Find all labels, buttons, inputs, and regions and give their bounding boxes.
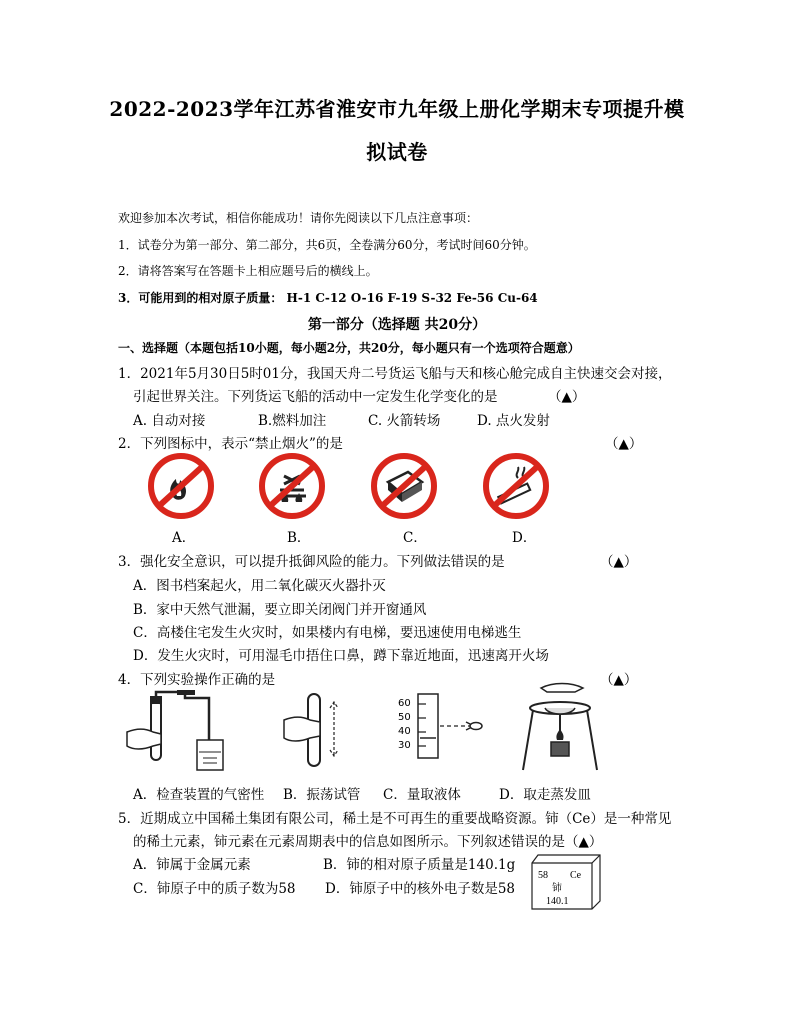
no-fire-icon[interactable]	[147, 452, 215, 520]
scale-label-40: 40	[398, 726, 411, 737]
page-title-line1: 2022-2023学年江苏省淮安市九年级上册化学期末专项提升模	[109, 97, 685, 121]
q1-option-c[interactable]: C. 火箭转场	[368, 413, 441, 429]
q5-option-c[interactable]: C．铈原子中的质子数为58	[133, 881, 296, 897]
element-cerium-cell	[530, 853, 602, 911]
q3-option-c[interactable]: C．高楼住宅发生火灾时，如果楼内有电梯，要迅速使用电梯逃生	[133, 625, 522, 641]
scale-label-30: 30	[398, 740, 411, 751]
part1-heading: 第一部分（选择题 共20分）	[307, 317, 487, 333]
q3-option-d[interactable]: D．发生火灾时，可用湿毛巾捂住口鼻，蹲下靠近地面，迅速离开火场	[133, 648, 549, 664]
q3-option-b[interactable]: B．家中天然气泄漏，要立即关闭阀门并开窗通风	[133, 602, 427, 618]
q2-label-d[interactable]: D．	[512, 530, 537, 546]
q5-option-b[interactable]: B．铈的相对原子质量是140.1g	[323, 857, 516, 873]
notice-item-1: 1．试卷分为第一部分、第二部分，共6页，全卷满分60分，考试时间60分钟。	[118, 238, 536, 252]
element-number: 58	[538, 870, 548, 881]
q1-option-a[interactable]: A. 自动对接	[133, 413, 206, 429]
q4-option-d[interactable]: D．取走蒸发皿	[499, 787, 591, 803]
q2-label-b[interactable]: B．	[287, 530, 311, 546]
no-matches-icon[interactable]	[370, 452, 438, 520]
q4-option-c[interactable]: C．量取液体	[383, 787, 461, 803]
q3-answer-mark: （▲）	[600, 554, 638, 570]
q1-stem-line1: 1．2021年5月30日5时01分，我国天舟二号货运飞船与天和核心舱完成自主快速交会对接，	[118, 366, 672, 382]
q2-label-c[interactable]: C．	[403, 530, 427, 546]
q3-stem: 3．强化安全意识，可以提升抵御风险的能力。下列做法错误的是	[118, 554, 505, 570]
q2-stem: 2．下列图标中，表示“禁止烟火”的是	[118, 436, 343, 452]
q5-stem-line1: 5．近期成立中国稀土集团有限公司，稀土是不可再生的重要战略资源。铈（Ce）是一种常见	[118, 811, 672, 827]
element-mass: 140.1	[546, 896, 569, 907]
q1-option-b[interactable]: B.燃料加注	[258, 413, 327, 429]
no-smoking-icon[interactable]	[482, 452, 550, 520]
notice-item-2: 2．请将答案写在答题卡上相应题号后的横线上。	[118, 264, 378, 278]
airtight-check-figure	[125, 690, 235, 775]
no-burning-icon[interactable]	[258, 452, 326, 520]
notice-item-3: 3．可能用到的相对原子质量： H-1 C-12 O-16 F-19 S-32 Fe-56 Cu-64	[118, 291, 538, 305]
q1-option-d[interactable]: D. 点火发射	[477, 413, 550, 429]
q5-option-a[interactable]: A．铈属于金属元素	[133, 857, 251, 873]
q4-answer-mark: （▲）	[600, 672, 638, 688]
q4-stem: 4．下列实验操作正确的是	[118, 672, 276, 688]
page-title-line2: 拟试卷	[366, 140, 428, 164]
section-heading: 一、选择题（本题包括10小题，每小题2分，共20分，每小题只有一个选项符合题意）	[118, 341, 580, 355]
q4-option-a[interactable]: A．检查装置的气密性	[133, 787, 265, 803]
q5-stem-line2: 的稀土元素，铈元素在元素周期表中的信息如图所示。下列叙述错误的是（▲）	[133, 834, 603, 850]
q4-option-b[interactable]: B．振荡试管	[283, 787, 361, 803]
scale-label-50: 50	[398, 712, 411, 723]
q1-stem-line2: 引起世界关注。下列货运飞船的活动中一定发生化学变化的是	[133, 389, 498, 405]
q3-option-a[interactable]: A．图书档案起火，用二氧化碳灭火器扑灭	[133, 578, 386, 594]
q2-answer-mark: （▲）	[605, 436, 643, 452]
element-symbol: Ce	[570, 870, 582, 881]
notice-intro: 欢迎参加本次考试，相信你能成功！请你先阅读以下几点注意事项：	[118, 211, 479, 225]
q2-label-a[interactable]: A．	[172, 530, 196, 546]
q1-answer-mark: （▲）	[548, 389, 586, 405]
element-name: 铈	[552, 883, 562, 894]
evaporating-dish-figure	[515, 680, 605, 775]
shake-tube-figure	[280, 690, 350, 775]
scale-label-60: 60	[398, 698, 411, 709]
measure-liquid-figure	[396, 692, 486, 762]
q5-option-d[interactable]: D．铈原子中的核外电子数是58	[325, 881, 516, 897]
